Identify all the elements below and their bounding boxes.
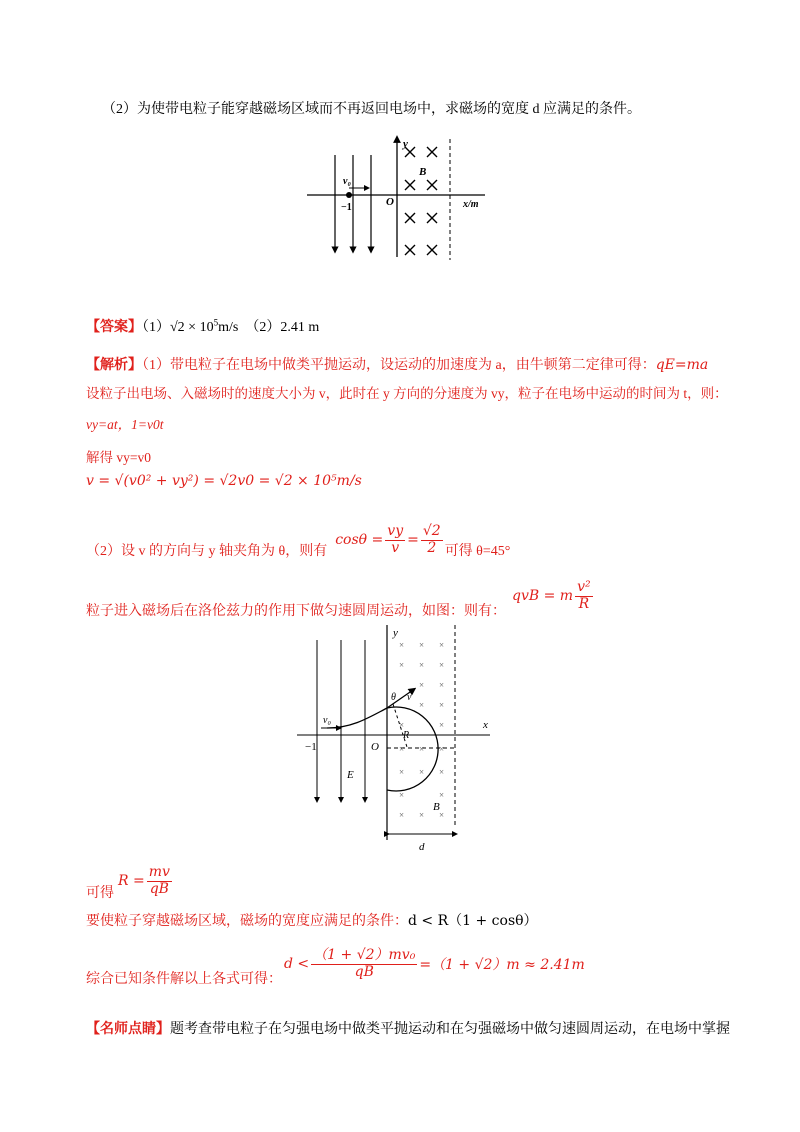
svg-text:×: × — [399, 720, 405, 730]
r-result-prefix: 可得 — [86, 886, 114, 901]
svg-text:×: × — [439, 767, 445, 777]
comment-text: 题考查带电粒子在匀强电场中做类平抛运动和在匀强磁场中做匀速圆周运动，在电场中掌握 — [170, 1022, 730, 1037]
analysis-part2-a: （2）设 v 的方向与 y 轴夹角为 θ，则有 — [86, 544, 328, 559]
svg-text:×: × — [399, 660, 405, 670]
svg-text:×: × — [399, 790, 405, 800]
analysis-text-1: （1）带电粒子在电场中做类平抛运动，设运动的加速度为 a，由牛顿第二定律可得： — [142, 358, 656, 373]
svg-text:×: × — [439, 790, 445, 800]
fig2-d-label: d — [419, 841, 425, 852]
answer-part1-value: √2 × 10 — [170, 320, 214, 335]
question-text: （2）为使带电粒子能穿越磁场区域而不再返回电场中，求磁场的宽度 d 应满足的条件。 — [102, 102, 641, 117]
fig2-x-tick: −1 — [305, 741, 317, 753]
svg-text:×: × — [419, 700, 425, 710]
answer-part1-prefix: （1） — [142, 320, 170, 335]
cos-eq-mid: = — [407, 532, 419, 548]
final-lhs: d < — [284, 956, 310, 972]
answer-part1-unit: m/s — [218, 320, 239, 335]
fig1-b-label: B — [419, 166, 427, 178]
figure-2 — [295, 620, 505, 852]
analysis-line-1 — [86, 354, 708, 374]
svg-text:×: × — [419, 810, 425, 820]
cos-fraction-2: $\frac{√2}{2}$ — [422, 523, 441, 556]
lorentz-line — [86, 572, 595, 620]
figure-1 — [305, 135, 490, 265]
comment-tag: 【名师点睛】 — [86, 1022, 170, 1037]
fig2-r-label: R — [403, 730, 410, 741]
svg-text:×: × — [419, 640, 425, 650]
analysis-line-2: 设粒子出电场、入磁场时的速度大小为 v，此时在 y 方向的分速度为 vy，粒子在电场中运动的时间为 t，则： — [86, 386, 728, 401]
fig2-origin: O — [371, 741, 379, 753]
fig1-y-label: y — [403, 138, 408, 150]
fig2-v-label: v — [407, 692, 412, 703]
svg-text:×: × — [399, 767, 405, 777]
svg-text:×: × — [419, 767, 425, 777]
lorentz-eq: qvB = m — [512, 588, 574, 604]
cos-eq-lhs: cosθ = — [335, 532, 384, 548]
fig2-y-label: y — [393, 627, 398, 639]
analysis-line-4: 解得 vy=v0 — [86, 450, 151, 465]
final-text: 综合已知条件解以上各式可得： — [86, 972, 282, 987]
svg-text:×: × — [439, 810, 445, 820]
condition-line — [86, 910, 538, 930]
answer-tag: 【答案】 — [86, 320, 142, 335]
svg-text:×: × — [399, 810, 405, 820]
fig2-x-label: x — [483, 719, 488, 731]
comment-line — [86, 1018, 730, 1038]
fig1-x-tick: −1 — [341, 202, 352, 213]
final-fraction: $\frac{\text{（1 + √2）mv₀}}{qB}$ — [313, 947, 416, 980]
svg-text:×: × — [439, 700, 445, 710]
fig1-x-label: x/m — [463, 199, 479, 210]
final-line — [86, 940, 585, 988]
fig1-v0-label: v₀ — [343, 176, 351, 187]
final-rhs: =（1 + √2）m ≈ 2.41m — [419, 957, 585, 973]
svg-text:×: × — [419, 660, 425, 670]
svg-text:×: × — [399, 744, 405, 754]
fig1-origin: O — [386, 196, 394, 208]
analysis-tag: 【解析】 — [86, 358, 142, 373]
lorentz-fraction: $\frac{\text{v²}}{R}$ — [577, 579, 591, 612]
svg-text:×: × — [439, 744, 445, 754]
magnetic-field-crosses — [405, 147, 437, 255]
fig2-v0-label: v₀ — [323, 715, 331, 726]
r-fraction: $\frac{mv}{qB}$ — [148, 864, 170, 897]
r-eq: R = — [118, 873, 145, 889]
svg-text:×: × — [439, 660, 445, 670]
analysis-eq-1: qE=ma — [655, 357, 709, 373]
svg-text:×: × — [399, 640, 405, 650]
analysis-part2-line — [86, 520, 510, 560]
svg-text:×: × — [439, 640, 445, 650]
answer-part1-exp: 5 — [213, 317, 219, 328]
cos-fraction-1: $\frac{vy}{v}$ — [387, 523, 404, 556]
fig2-b-label: B — [433, 801, 440, 813]
condition-eq: d < R（1 + cosθ） — [408, 913, 538, 929]
svg-text:×: × — [419, 680, 425, 690]
fig2-theta-label: θ — [391, 692, 396, 703]
analysis-line-3: vy=at，1=v0t — [86, 417, 164, 432]
analysis-line-5: v = √(v0² + vy²) = √2v0 = √2 × 10⁵m/s — [86, 473, 362, 489]
lorentz-text: 粒子进入磁场后在洛伦兹力的作用下做匀速圆周运动，如图：则有： — [86, 604, 506, 619]
answer-line — [86, 316, 319, 336]
condition-text: 要使粒子穿越磁场区域，磁场的宽度应满足的条件： — [86, 914, 408, 929]
svg-text:×: × — [439, 720, 445, 730]
analysis-part2-b: 可得 θ=45° — [444, 544, 511, 559]
svg-text:×: × — [419, 744, 425, 754]
answer-part2: （2）2.41 m — [245, 320, 320, 335]
fig2-e-label: E — [347, 769, 354, 781]
svg-text:×: × — [439, 680, 445, 690]
r-result-line — [86, 860, 174, 902]
